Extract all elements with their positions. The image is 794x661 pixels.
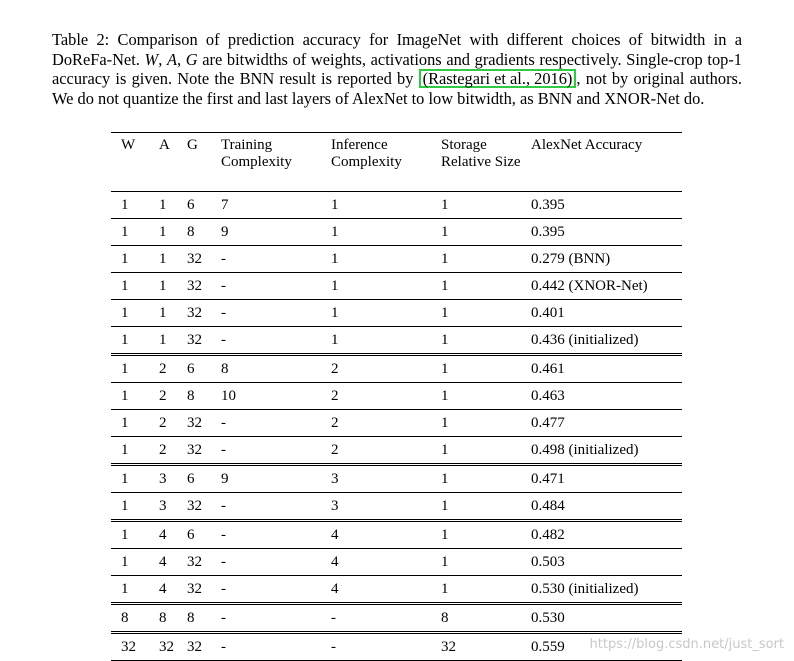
table-cell: -	[221, 305, 226, 321]
table-cell: -	[211, 521, 321, 549]
table-cell: 32	[187, 415, 202, 431]
table-cell: 1	[331, 278, 339, 294]
table-cell: 1	[441, 388, 449, 404]
table-cell: 0.530 (initialized)	[531, 581, 639, 597]
table-cell: 8	[111, 604, 149, 633]
table-cell: 32	[431, 633, 521, 661]
table-cell: 1	[121, 498, 129, 514]
table-cell: 6	[177, 521, 211, 549]
table-cell: -	[321, 604, 431, 633]
table-cell: 3	[321, 465, 431, 493]
table-cell: 2	[159, 415, 167, 431]
table-cell: -	[211, 633, 321, 661]
table-cell: 2	[149, 355, 177, 383]
table-cell: 6	[187, 197, 195, 213]
table-cell: 4	[149, 521, 177, 549]
table-cell: 1	[121, 197, 129, 213]
table-cell: 1	[431, 355, 521, 383]
table-cell: 1	[121, 554, 129, 570]
table-cell: 1	[441, 442, 449, 458]
table-cell: 1	[159, 305, 167, 321]
table-cell: 1	[441, 278, 449, 294]
table-cell: -	[221, 251, 226, 267]
table-cell: 32	[187, 554, 202, 570]
col-header-training: Training Complexity	[221, 137, 292, 170]
table-cell: 1	[331, 197, 339, 213]
table-cell: 0.463	[531, 388, 565, 404]
col-header-w: W	[121, 137, 136, 153]
table-cell: 1	[441, 224, 449, 240]
table-cell: 0.482	[521, 521, 682, 549]
table-cell: 3	[331, 498, 339, 514]
table-cell: -	[221, 442, 226, 458]
table-cell: 0.498 (initialized)	[531, 442, 639, 458]
table-cell: 32	[111, 633, 149, 661]
table-cell: 32	[187, 442, 202, 458]
table-cell: 32	[187, 305, 202, 321]
table-row	[111, 493, 682, 521]
table-cell: 32	[187, 332, 202, 348]
table-cell: 2	[321, 355, 431, 383]
table-cell: 4	[331, 554, 339, 570]
table-cell: -	[221, 332, 226, 348]
table-cell: 8	[187, 388, 195, 404]
table-cell: -	[211, 604, 321, 633]
col-header-storage: Storage Relative Size	[441, 137, 521, 170]
table-cell: 1	[121, 388, 129, 404]
table-cell: 1	[121, 278, 129, 294]
table-cell: 2	[331, 442, 339, 458]
table-cell: 7	[221, 197, 229, 213]
table-cell: 9	[221, 224, 229, 240]
table-cell: 8	[187, 224, 195, 240]
table-cell: 2	[159, 388, 167, 404]
table-cell: 32	[149, 633, 177, 661]
caption-intro: Table 2: Comparison of prediction accuracy for ImageNet with different choices of bitwidth in a DoReFa-Net.	[52, 30, 742, 69]
table-cell: 0.559	[521, 633, 682, 661]
table-cell: 8	[149, 604, 177, 633]
table-cell: 1	[441, 498, 449, 514]
col-header-inference: Inference Complexity	[331, 137, 402, 170]
table-cell: 1	[441, 554, 449, 570]
table-cell: 8	[431, 604, 521, 633]
table-cell: 9	[211, 465, 321, 493]
table-cell: 1	[121, 442, 129, 458]
table-row	[111, 465, 682, 493]
table-cell: 1	[121, 305, 129, 321]
table-row	[111, 355, 682, 383]
table-cell: 6	[177, 355, 211, 383]
table-cell: 1	[441, 305, 449, 321]
var-g: G	[185, 49, 198, 69]
table-cell: 0.484	[531, 498, 565, 514]
table-row	[111, 327, 682, 355]
table-cell: 1	[159, 278, 167, 294]
table-cell: 6	[177, 465, 211, 493]
table-cell: 1	[111, 521, 149, 549]
table-row	[111, 300, 682, 327]
table-cell: -	[221, 498, 226, 514]
table-cell: -	[221, 278, 226, 294]
table-row	[111, 576, 682, 604]
citation-link[interactable]: (Rastegari et al., 2016)	[419, 69, 577, 88]
table-cell: 1	[441, 332, 449, 348]
table-row	[111, 604, 682, 633]
table-cell: 0.395	[531, 224, 565, 240]
col-header-a: A	[159, 137, 170, 153]
table-cell: 1	[159, 197, 167, 213]
table-row	[111, 273, 682, 300]
table-cell: 1	[441, 197, 449, 213]
table-cell: -	[221, 415, 226, 431]
header-row	[111, 133, 682, 192]
table-cell: 0.471	[521, 465, 682, 493]
caption-tail: , not by original authors. We do not quantize the first and last layers of AlexNet to low bitwidth, as BNN and XNOR-Net do.	[52, 69, 742, 108]
table-cell: 1	[441, 581, 449, 597]
table-row	[111, 410, 682, 437]
table-cell: 1	[441, 415, 449, 431]
table-cell: 32	[187, 251, 202, 267]
table-row	[111, 521, 682, 549]
table-cell: 0.461	[521, 355, 682, 383]
table-cell: 1	[121, 415, 129, 431]
table-cell: 32	[187, 498, 202, 514]
table-cell: 1	[121, 224, 129, 240]
table-cell: 0.436 (initialized)	[531, 332, 639, 348]
table-row	[111, 246, 682, 273]
table-cell: 0.442 (XNOR-Net)	[531, 278, 648, 294]
table-cell: 3	[159, 498, 167, 514]
table-cell: 1	[121, 332, 129, 348]
table-cell: 1	[331, 332, 339, 348]
table-cell: 2	[331, 388, 339, 404]
table-cell: -	[321, 633, 431, 661]
table-cell: 1	[159, 332, 167, 348]
table-cell: -	[221, 581, 226, 597]
table-cell: 1	[111, 355, 149, 383]
table-cell: 32	[187, 278, 202, 294]
table-caption: Table 2: Comparison of prediction accuracy for ImageNet with different choices of bitwidth in a DoReFa-Net. W, A, G are bitwidths of weights, activations and gradients respectively. Single-crop top-1 accuracy is given. Note the BNN result is reported by (Rastegari et al., 2016) , not by original authors. We do not quantize the first and last layers of AlexNet to low bitwidth, as BNN and XNOR-Net do.	[52, 30, 742, 108]
table-cell: 8	[211, 355, 321, 383]
table-row	[111, 383, 682, 410]
table-cell: 32	[177, 633, 211, 661]
table-cell: 0.401	[531, 305, 565, 321]
col-header-g: G	[187, 137, 198, 153]
table-cell: 1	[121, 251, 129, 267]
table-cell: 4	[159, 581, 167, 597]
table-cell: 0.503	[531, 554, 565, 570]
table-cell: 1	[331, 224, 339, 240]
table-cell: 4	[331, 581, 339, 597]
table-cell: 0.279 (BNN)	[531, 251, 611, 267]
table-row	[111, 437, 682, 465]
table-cell: 0.530	[521, 604, 682, 633]
table-cell: 4	[321, 521, 431, 549]
var-w: W	[144, 49, 159, 69]
table-cell: 0.395	[531, 197, 565, 213]
table-cell: 1	[111, 465, 149, 493]
table-cell: 8	[177, 604, 211, 633]
col-header-accuracy: AlexNet Accuracy	[531, 137, 643, 153]
table-cell: 2	[331, 415, 339, 431]
table-cell: 1	[331, 305, 339, 321]
watermark: https://blog.csdn.net/just_sort	[589, 637, 784, 652]
table-cell: 3	[149, 465, 177, 493]
table-cell: 4	[159, 554, 167, 570]
table-cell: 1	[431, 465, 521, 493]
table-cell: 1	[331, 251, 339, 267]
table-row	[111, 219, 682, 246]
var-a: A	[166, 49, 177, 69]
table-cell: 1	[441, 251, 449, 267]
table-cell: 0.477	[531, 415, 565, 431]
table-cell: 1	[159, 224, 167, 240]
table-cell: 1	[431, 521, 521, 549]
table-row	[111, 549, 682, 576]
table-cell: 10	[221, 388, 236, 404]
table-cell: -	[221, 554, 226, 570]
accuracy-table	[111, 132, 682, 661]
table-cell: 32	[187, 581, 202, 597]
table-cell: 2	[159, 442, 167, 458]
table-cell: 1	[159, 251, 167, 267]
caption-body: are bitwidths of weights, activations and gradients respectively. Single-crop top-1 accuracy is given. Note the BNN result is reported by	[52, 49, 742, 88]
table-cell: 1	[121, 581, 129, 597]
table-row	[111, 192, 682, 219]
